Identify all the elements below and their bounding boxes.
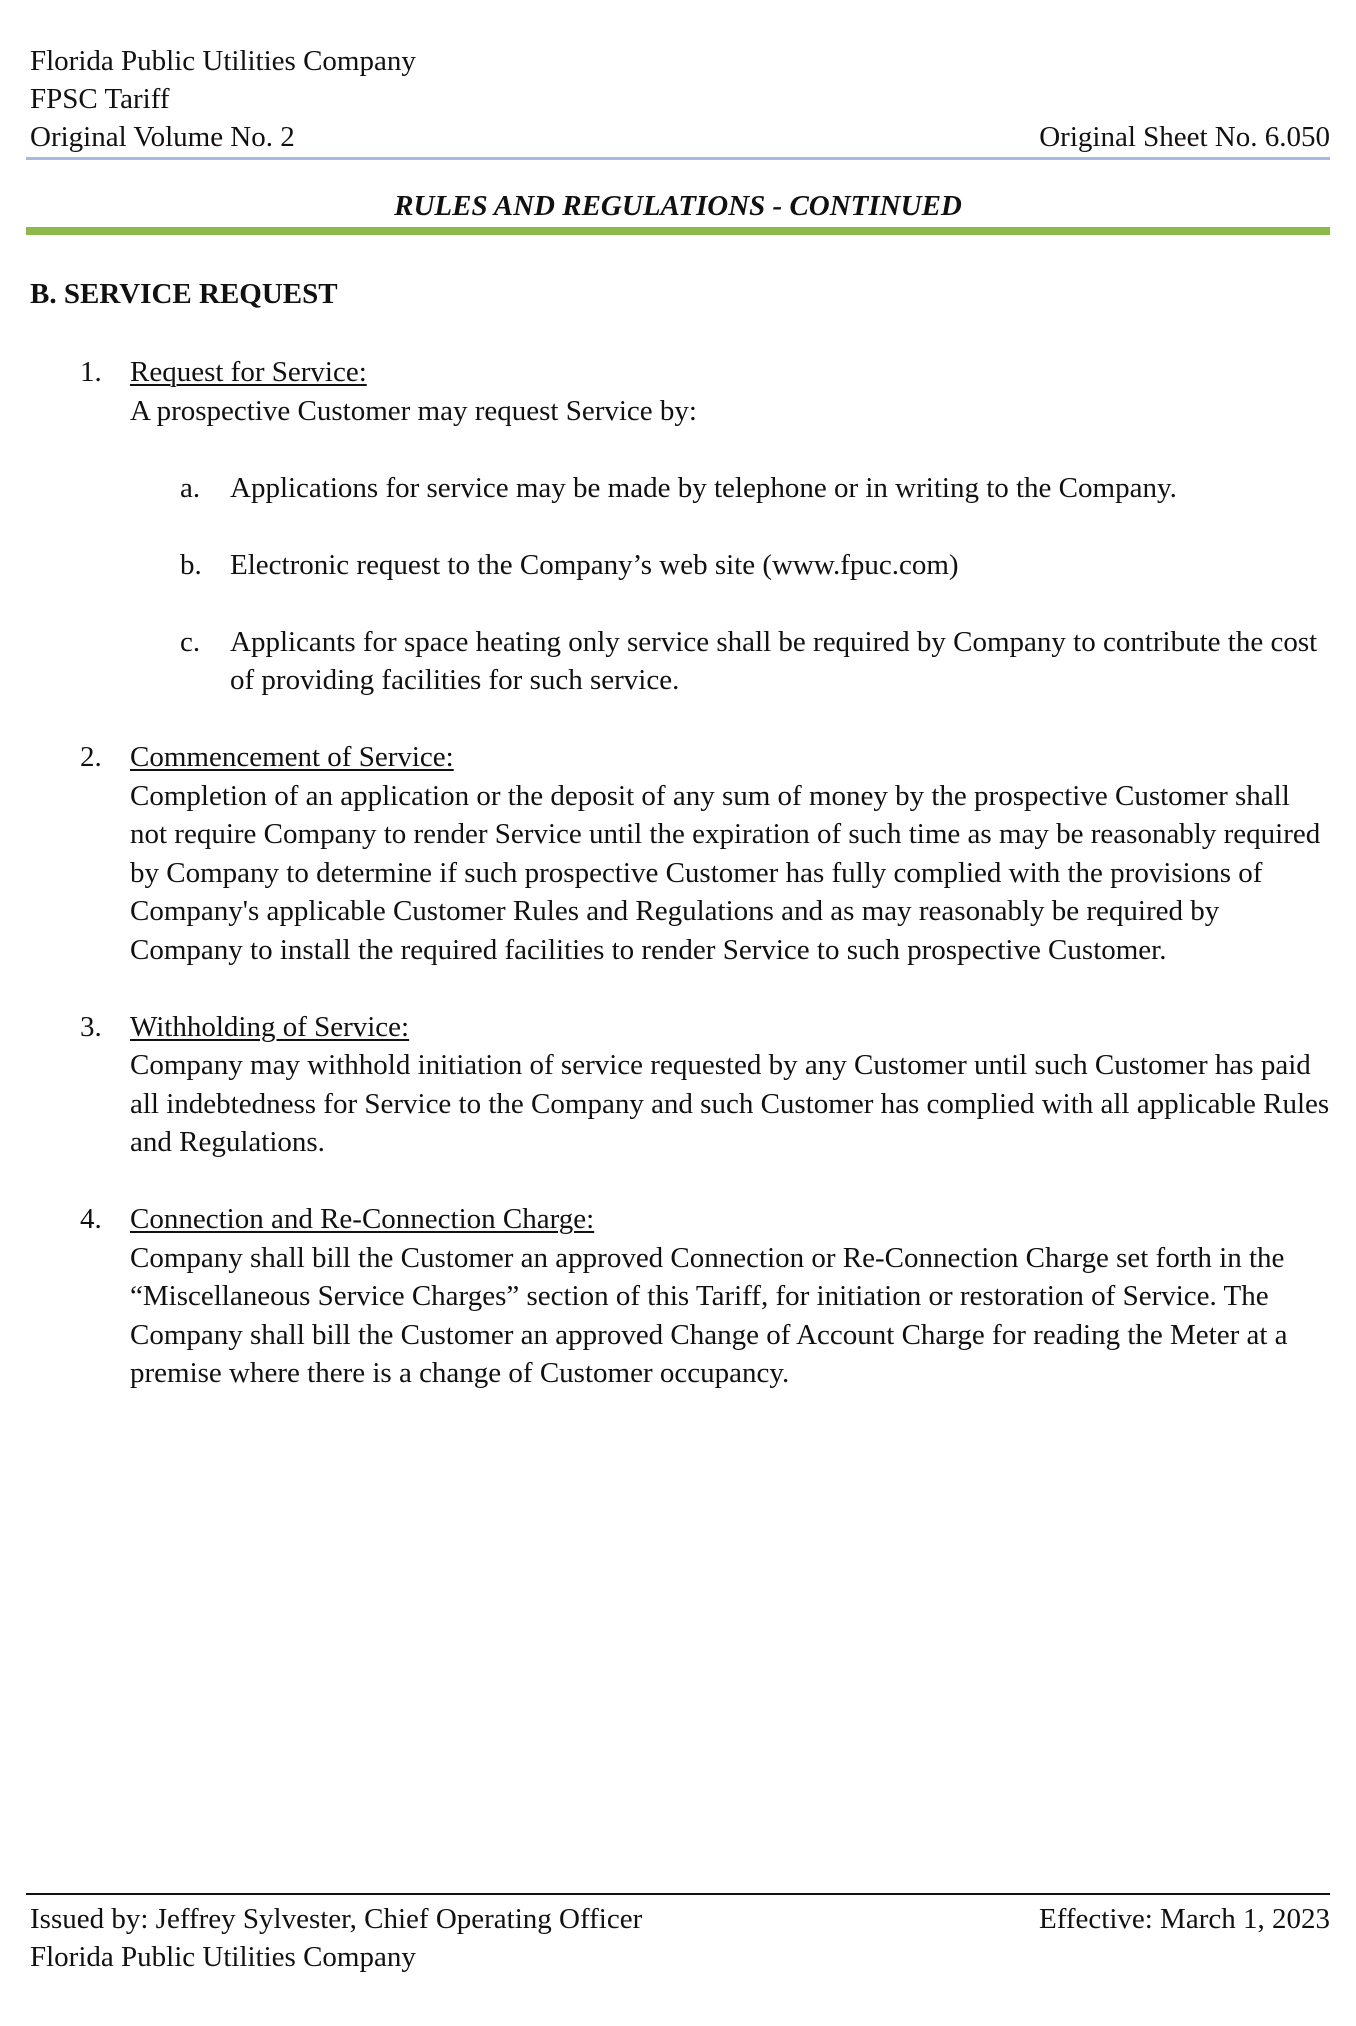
rule-text: Company shall bill the Customer an approved Connection or Re-Connection Charge set forth in the “Miscellaneous Service Charges” section of this Tariff, for initiation or restoration of Service. The Company shall bill the Customer an approved Change of Account Charge for reading the Meter at a premise where there is a change of Customer occupancy. bbox=[130, 1241, 1288, 1389]
sub-item bbox=[130, 623, 1356, 700]
sub-item bbox=[130, 546, 1356, 585]
sub-item-letter: b. bbox=[180, 548, 202, 581]
header-volume: Original Volume No. 2 bbox=[30, 121, 295, 153]
rule-title: Request for Service: bbox=[130, 356, 367, 388]
rule-item bbox=[0, 738, 1356, 969]
rule-text: Company may withhold initiation of service requested by any Customer until such Customer has paid all indebtedness for Service to the Company and such Customer has complied with all applicable Rules and Regulations. bbox=[130, 1049, 1330, 1158]
footer-rule bbox=[26, 1893, 1330, 1895]
sub-item-letter: c. bbox=[180, 625, 201, 658]
section-heading: B. SERVICE REQUEST bbox=[30, 278, 338, 310]
sub-item-text: Applicants for space heating only service shall be required by Company to contribute the cost of providing facilities for such service. bbox=[230, 625, 1318, 696]
rule-title: Withholding of Service: bbox=[130, 1010, 410, 1043]
header-tariff: FPSC Tariff bbox=[30, 83, 170, 115]
sub-item-text: Electronic request to the Company’s web site (www.fpuc.com) bbox=[230, 548, 959, 581]
rule-title: Connection and Re-Connection Charge: bbox=[130, 1203, 595, 1235]
sub-item-text: Applications for service may be made by telephone or in writing to the Company. bbox=[230, 471, 1177, 504]
footer-effective-date: Effective: March 1, 2023 bbox=[1039, 1903, 1330, 1935]
footer-company: Florida Public Utilities Company bbox=[30, 1941, 416, 1973]
header-company: Florida Public Utilities Company bbox=[30, 45, 416, 77]
rules-body bbox=[0, 353, 1356, 1431]
footer-issued-by: Issued by: Jeffrey Sylvester, Chief Operating Officer bbox=[30, 1903, 643, 1935]
header-rule bbox=[26, 157, 1330, 160]
sub-item bbox=[130, 469, 1356, 508]
rule-item bbox=[0, 1008, 1356, 1162]
sub-item-letter: a. bbox=[180, 471, 201, 504]
rule-number: 1. bbox=[80, 356, 102, 388]
rule-text: Completion of an application or the deposit of any sum of money by the prospective Customer shall not require Company to render Service until the expiration of such time as may be reasonably required by Company to determine if such prospective Customer has fully complied with the provisions of Company's applicable Customer Rules and Regulations and as may reasonably be required by Company to install the required facilities to render Service to such prospective Customer. bbox=[130, 779, 1321, 966]
section-title: RULES AND REGULATIONS - CONTINUED bbox=[394, 190, 962, 222]
rule-text: A prospective Customer may request Service by: bbox=[130, 394, 697, 427]
section-rule bbox=[26, 227, 1330, 235]
rule-item bbox=[0, 353, 1356, 700]
rule-number: 4. bbox=[80, 1203, 102, 1235]
header-sheet-number: Original Sheet No. 6.050 bbox=[1039, 121, 1330, 153]
rule-number: 2. bbox=[80, 741, 102, 773]
rule-title: Commencement of Service: bbox=[130, 741, 454, 773]
rule-number: 3. bbox=[80, 1010, 102, 1043]
rule-item bbox=[0, 1200, 1356, 1393]
sub-list bbox=[130, 469, 1356, 700]
